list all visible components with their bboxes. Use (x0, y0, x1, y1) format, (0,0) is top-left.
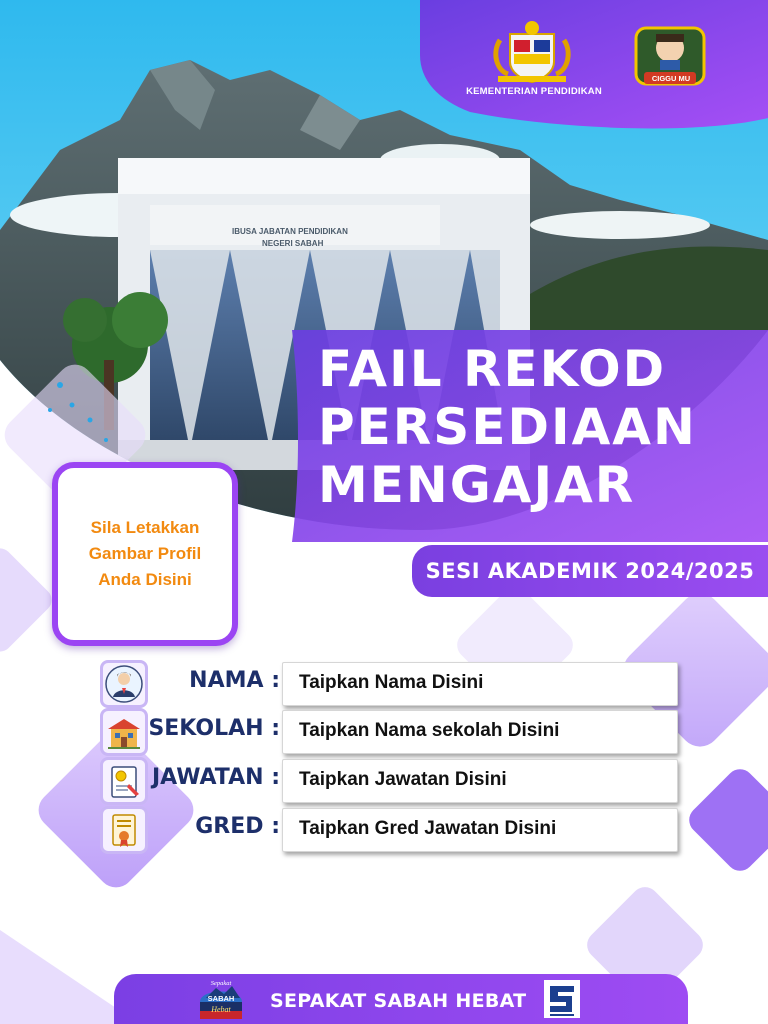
form-row-gred (100, 808, 680, 852)
form-row-nama (100, 662, 680, 706)
sabah-badge-top: Sepakat (210, 980, 232, 987)
nama-label: NAMA : (189, 668, 280, 693)
session-banner (412, 545, 768, 597)
sekolah-field[interactable] (282, 710, 678, 754)
building-sign-line2: NEGERI SABAH (262, 239, 324, 248)
profile-photo-placeholder[interactable] (52, 462, 238, 646)
gred-value: Taipkan Gred Jawatan Disini (299, 818, 557, 839)
building-sign-line1: IBUSA JABATAN PENDIDIKAN (232, 227, 348, 236)
form-row-jawatan (100, 759, 680, 803)
school-building-icon (100, 708, 148, 756)
nama-field[interactable] (282, 662, 678, 706)
ministry-label: KEMENTERIAN PENDIDIKAN (466, 86, 602, 97)
teacher-avatar-icon (100, 660, 148, 708)
footer-banner (114, 974, 688, 1024)
grade-document-icon (100, 806, 148, 854)
jawatan-field[interactable] (282, 759, 678, 803)
session-label: SESI AKADEMIK 2024/2025 (425, 559, 755, 583)
header-band (420, 0, 768, 128)
title-line-1: FAIL REKOD (318, 340, 667, 398)
footer-slogan: SEPAKAT SABAH HEBAT (270, 990, 527, 1012)
gred-field[interactable] (282, 808, 678, 852)
gred-label: GRED : (195, 814, 280, 839)
job-certificate-icon (100, 757, 148, 805)
sabah-badge-main: SABAH (207, 994, 235, 1003)
sekolah-value: Taipkan Nama sekolah Disini (299, 720, 560, 741)
title-line-3: MENGAJAR (318, 456, 636, 514)
nama-value: Taipkan Nama Disini (299, 672, 484, 693)
cover-title (318, 340, 758, 514)
jabatan-pendidikan-sabah-logo (544, 980, 580, 1018)
sabah-badge-sub: Hebat (211, 1005, 231, 1014)
form-row-sekolah (100, 710, 680, 754)
jawatan-label: JAWATAN : (151, 765, 280, 790)
profile-line-1: Sila Letakkan (90, 518, 200, 537)
profile-line-3: Anda Disini (98, 570, 192, 589)
jawatan-value: Taipkan Jawatan Disini (299, 769, 507, 790)
profile-line-2: Gambar Profil (88, 544, 202, 563)
sekolah-label: SEKOLAH : (148, 716, 280, 741)
title-line-2: PERSEDIAAN (318, 398, 697, 456)
mascot-label: CIGGU MU (651, 74, 691, 83)
